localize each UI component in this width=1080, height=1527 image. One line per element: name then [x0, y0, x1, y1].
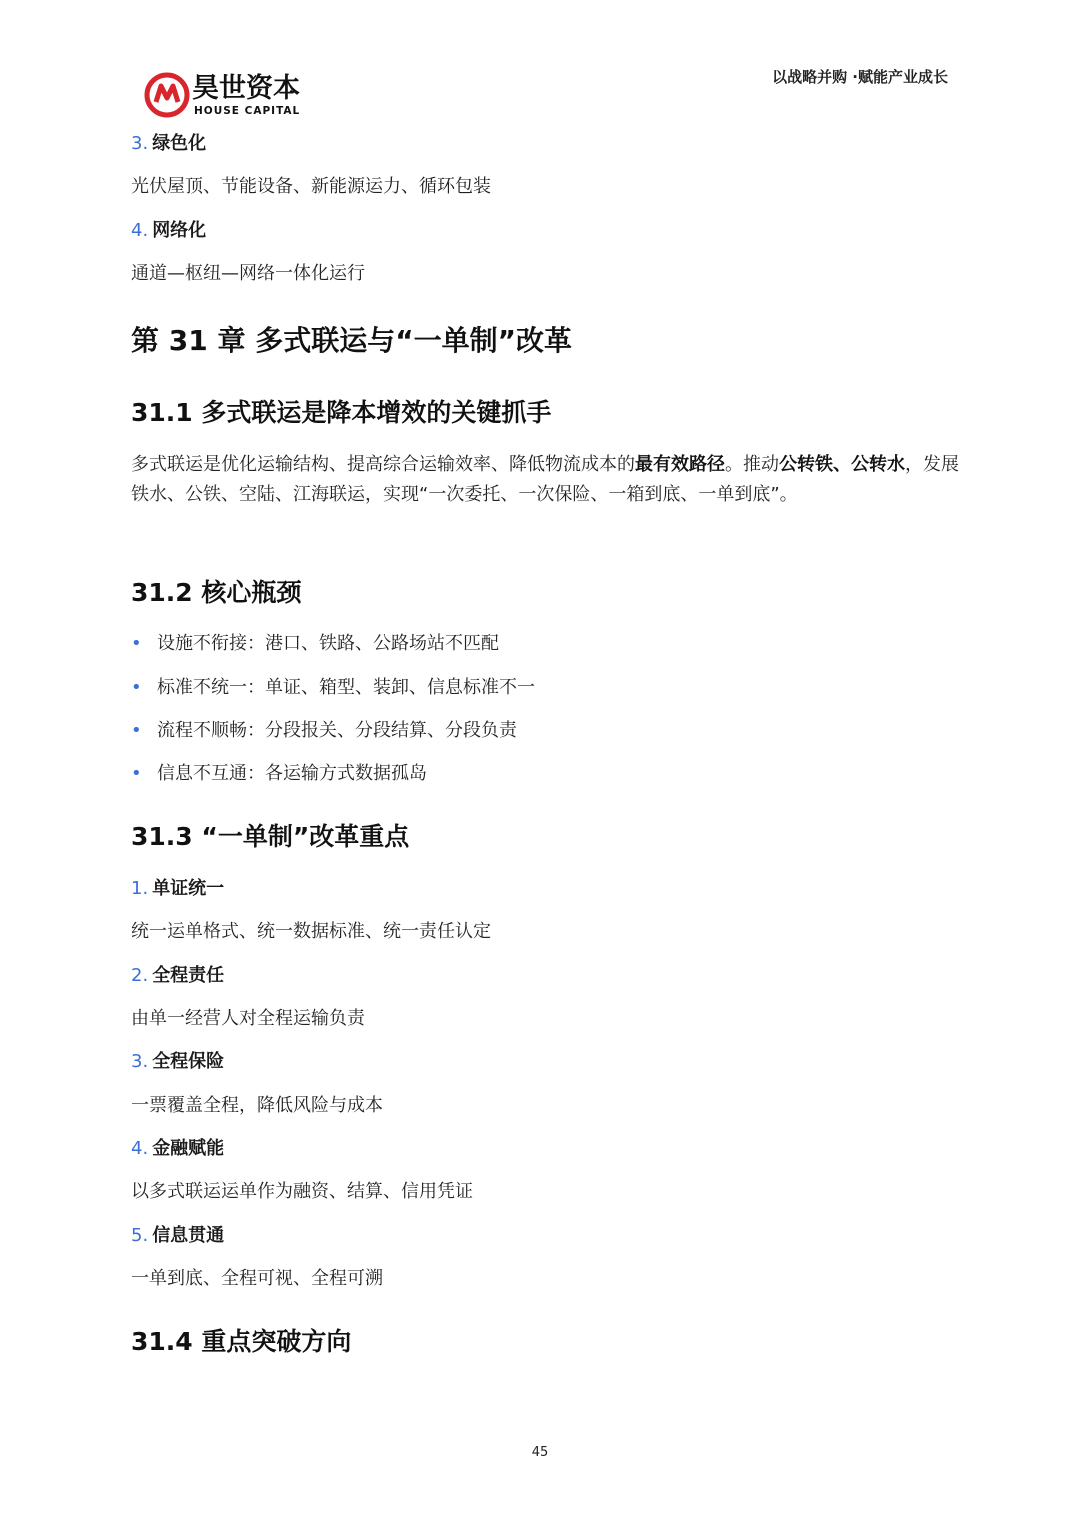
list-number: 4.: [131, 220, 149, 241]
list-item-heading: [131, 132, 206, 156]
section-heading-31-1: 31.1 多式联运是降本增效的关键抓手: [131, 398, 552, 427]
list-item-heading: [131, 219, 206, 243]
list-title: 网络化: [152, 220, 207, 241]
section-paragraph: [131, 450, 961, 510]
list-item-description: 光伏屋顶、节能设备、新能源运力、循环包装: [131, 176, 491, 197]
header-slogan: 以战略并购 ·赋能产业成长: [772, 68, 948, 86]
list-item-heading: [131, 1224, 224, 1248]
list-title: 信息贯通: [152, 1225, 225, 1246]
bullet-dot-icon: •: [131, 720, 142, 741]
bullet-dot-icon: •: [131, 633, 142, 654]
bullet-dot-icon: •: [131, 763, 142, 784]
list-number: 3.: [131, 133, 149, 154]
bullet-item: [131, 676, 535, 700]
list-title: 全程责任: [152, 965, 225, 986]
list-item-description: 一票覆盖全程，降低风险与成本: [131, 1095, 383, 1116]
list-item-description: 统一运单格式、统一数据标准、统一责任认定: [131, 921, 491, 942]
bullet-item: [131, 762, 427, 786]
list-item-description: 由单一经营人对全程运输负责: [131, 1008, 365, 1029]
bullet-text: 设施不衔接：港口、铁路、公路场站不匹配: [157, 633, 499, 654]
company-logo: [144, 72, 314, 118]
bullet-text: 信息不互通：各运输方式数据孤岛: [157, 763, 427, 784]
list-title: 全程保险: [152, 1051, 225, 1072]
chapter-title: 第 31 章 多式联运与“一单制”改革: [131, 324, 573, 357]
bullet-text: 标准不统一：单证、箱型、装卸、信息标准不一: [157, 677, 535, 698]
list-number: 4.: [131, 1138, 149, 1159]
paragraph-text: 。推动: [725, 454, 779, 475]
paragraph-bold-text: 最有效路径: [635, 454, 725, 475]
list-item-description: 一单到底、全程可视、全程可溯: [131, 1268, 383, 1289]
logo-english-name: HOUSE CAPITAL: [194, 105, 301, 117]
list-item-heading: [131, 877, 224, 901]
list-item-heading: [131, 1050, 224, 1074]
list-number: 5.: [131, 1225, 149, 1246]
logo-chinese-name: 昊世资本: [192, 73, 300, 104]
bullet-text: 流程不顺畅：分段报关、分段结算、分段负责: [157, 720, 517, 741]
section-heading-31-2: 31.2 核心瓶颈: [131, 578, 302, 607]
list-number: 2.: [131, 965, 149, 986]
list-title: 绿色化: [152, 133, 207, 154]
bullet-dot-icon: •: [131, 677, 142, 698]
section-heading-31-4: 31.4 重点突破方向: [131, 1327, 352, 1356]
bullet-item: [131, 719, 517, 743]
logo-mark-icon: [144, 72, 190, 118]
bullet-item: [131, 632, 499, 656]
paragraph-text: 多式联运是优化运输结构、提高综合运输效率、降低物流成本的: [131, 454, 635, 475]
list-item-description: 以多式联运运单作为融资、结算、信用凭证: [131, 1181, 473, 1202]
list-item-heading: [131, 964, 224, 988]
list-title: 金融赋能: [152, 1138, 225, 1159]
list-item-description: 通道—枢纽—网络一体化运行: [131, 263, 365, 284]
list-item-heading: [131, 1137, 224, 1161]
page-number: 45: [531, 1445, 549, 1460]
list-title: 单证统一: [152, 878, 225, 899]
list-number: 3.: [131, 1051, 149, 1072]
section-heading-31-3: 31.3 “一单制”改革重点: [131, 822, 410, 851]
paragraph-bold-text: 公转铁、公转水: [779, 454, 905, 475]
paragraph-text: ，发展铁水、公铁、空陆、江海联运，实现“一次委托、一次保险、一箱到底、一单到底”。: [131, 454, 959, 505]
list-number: 1.: [131, 878, 149, 899]
